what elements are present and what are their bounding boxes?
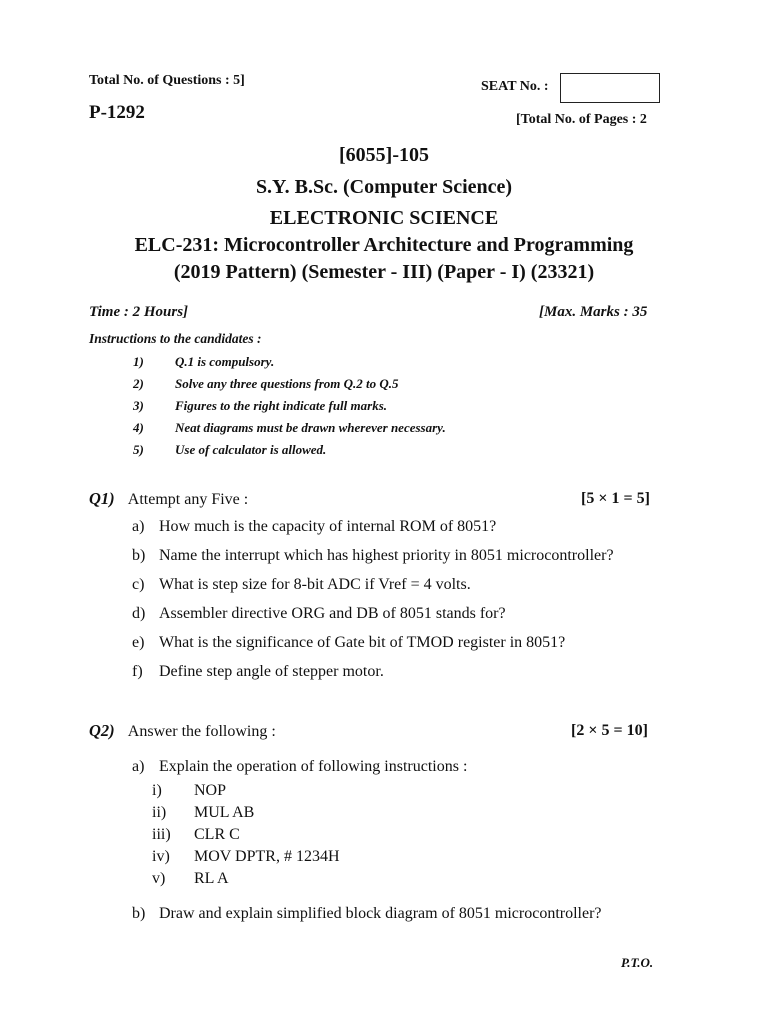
q1-number: Q1): [89, 489, 115, 508]
q1-prompt: Attempt any Five :: [127, 491, 249, 508]
instruction-item: 1) Q.1 is compulsory.: [133, 354, 275, 369]
q2-subitem: i) NOP: [152, 782, 227, 799]
total-pages: [Total No. of Pages : 2: [516, 112, 647, 127]
instructions-heading: Instructions to the candidates :: [89, 331, 262, 346]
course-title: S.Y. B.Sc. (Computer Science): [255, 176, 513, 198]
q1-item-b: b) Name the interrupt which has highest priority in 8051 microcontroller?: [132, 547, 614, 564]
q2-subitem: iii) CLR C: [152, 826, 240, 843]
subject-title: ELECTRONIC SCIENCE: [269, 207, 499, 229]
q2-prompt: Answer the following :: [127, 723, 276, 740]
q1-item-a: a) How much is the capacity of internal ROM of 8051?: [132, 518, 497, 535]
q2-item-b: b) Draw and explain simplified block diagram of 8051 microcontroller?: [132, 905, 602, 922]
q2-subitem: ii) MUL AB: [152, 804, 255, 821]
q2-subitem: iv) MOV DPTR, # 1234H: [152, 848, 340, 865]
paper-code: P-1292: [89, 102, 145, 123]
q1-marks: [5 × 1 = 5]: [581, 490, 650, 507]
q2-marks: [2 × 5 = 10]: [571, 722, 648, 739]
total-questions: Total No. of Questions : 5]: [89, 73, 245, 88]
instruction-item: 4) Neat diagrams must be drawn wherever necessary.: [133, 420, 446, 435]
q2-subitem: v) RL A: [152, 870, 229, 887]
q1-item-f: f) Define step angle of stepper motor.: [132, 663, 384, 680]
q1-heading: [89, 489, 248, 509]
pattern-title: (2019 Pattern) (Semester - III) (Paper - I) (23321): [173, 261, 595, 283]
pto-label: P.T.O.: [621, 955, 654, 970]
q1-item-d: d) Assembler directive ORG and DB of 8051 stands for?: [132, 605, 506, 622]
q2-heading: [89, 721, 276, 741]
instruction-item: 2) Solve any three questions from Q.2 to Q.5: [133, 376, 399, 391]
q1-item-e: e) What is the significance of Gate bit of TMOD register in 8051?: [132, 634, 566, 651]
q1-item-c: c) What is step size for 8-bit ADC if Vref = 4 volts.: [132, 576, 471, 593]
exam-code: [6055]-105: [339, 144, 429, 166]
seat-label: SEAT No. :: [481, 79, 549, 94]
instruction-item: 5) Use of calculator is allowed.: [133, 442, 327, 457]
max-marks: [Max. Marks : 35: [539, 304, 648, 320]
q2-number: Q2): [89, 721, 115, 740]
time-label: Time : 2 Hours]: [89, 304, 189, 320]
q2-item-a: a) Explain the operation of following instructions :: [132, 758, 468, 775]
instruction-item: 3) Figures to the right indicate full marks.: [133, 398, 388, 413]
paper-title: ELC-231: Microcontroller Architecture and Programming: [134, 234, 634, 256]
seat-number-box: [560, 73, 660, 103]
